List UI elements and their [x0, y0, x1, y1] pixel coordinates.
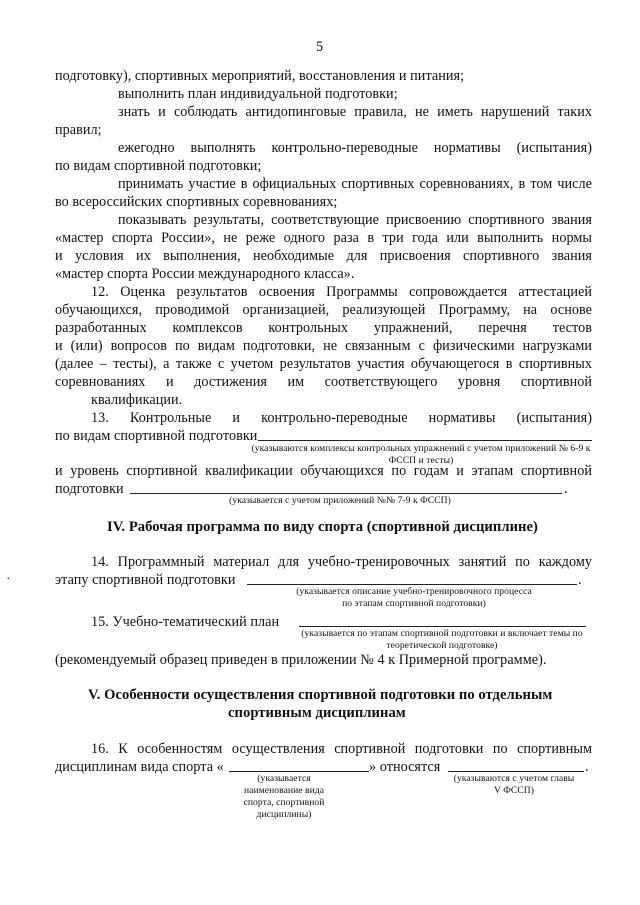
field-note: (указываются с учетом главы V ФССП)	[453, 773, 575, 796]
fill-in-line	[229, 771, 369, 772]
fill-in-line	[299, 626, 586, 627]
paragraph-15-line: (рекомендуемый образец приведен в приложении № 4 к Примерной программе).	[55, 652, 547, 668]
field-note: (указывается наименование вида спорта, спортивной дисциплины)	[243, 773, 325, 820]
paragraph-12-line: 12. Оценка результатов освоения Программы сопровождается аттестацией	[91, 284, 592, 300]
text-line: знать и соблюдать антидопинговые правила, не иметь нарушений таких	[118, 104, 592, 120]
text-line: по видам спортивной подготовки;	[55, 158, 262, 174]
fill-in-line	[247, 584, 577, 585]
text-line: «мастер спорта России», не реже одного раза в три года или выполнить нормы	[55, 230, 592, 246]
field-note: (указывается по этапам спортивной подготовки и включает темы по теоретической подготовке)	[301, 628, 583, 651]
text-line: подготовку), спортивных мероприятий, восстановления и питания;	[55, 68, 465, 84]
fill-in-line	[130, 493, 562, 494]
paragraph-13-line: подготовки	[55, 481, 124, 497]
paragraph-13-line: по видам спортивной подготовки	[55, 428, 258, 444]
text-line: принимать участие в официальных спортивных соревнованиях, в том числе	[118, 176, 592, 192]
text-line: ежегодно выполнять контрольно-переводные нормативы (испытания)	[118, 140, 592, 156]
section-heading-5: спортивным дисциплинам	[228, 705, 406, 721]
field-note: (указываются комплексы контрольных упражнений с учетом приложений № 6-9 к ФССП и тесты)	[251, 443, 591, 466]
page-number: 5	[316, 39, 324, 55]
field-note: (указывается с учетом приложений №№ 7-9 к ФССП)	[229, 495, 451, 506]
text-line: во всероссийских спортивных соревнованиях;	[55, 194, 338, 210]
paragraph-12-line: обучающихся, проводимой организацией, реализующей Программу, на основе	[55, 302, 592, 318]
paragraph-14-line: 14. Программный материал для учебно-тренировочных занятий по каждому	[91, 554, 592, 570]
text-line: «мастер спорта России международного класса».	[55, 266, 355, 282]
text-line: показывать результаты, соответствующие присвоению спортивного звания	[118, 212, 592, 228]
paragraph-16-line: 16. К особенностям осуществления спортивной подготовки по спортивным	[91, 741, 592, 757]
paragraph-12-line: соревнованиях и достижения им соответствующего уровня спортивной	[55, 374, 592, 390]
field-note: (указывается описание учебно-тренировочного процесса по этапам спортивной подготовки)	[296, 586, 532, 609]
margin-mark: ·	[6, 572, 11, 587]
paragraph-12-line: разработанных комплексов контрольных упражнений, перечня тестов	[55, 320, 592, 336]
text-line: правил;	[55, 122, 102, 138]
section-heading-5: V. Особенности осуществления спортивной подготовки по отдельным	[88, 687, 553, 703]
text-line: выполнить план индивидуальной подготовки;	[118, 86, 398, 102]
paragraph-16-line: дисциплинам вида спорта «	[55, 759, 224, 775]
paragraph-16-line: » относятся	[369, 759, 441, 775]
paragraph-12-line: (далее – тесты), а также с учетом результатов участия обучающегося в спортивных	[55, 356, 592, 372]
fill-in-line	[448, 771, 584, 772]
text-line: и условия их выполнения, необходимые для присвоения спортивного звания	[55, 248, 592, 264]
paragraph-12-line: и (или) вопросов по видам подготовки, не связанным с физическими нагрузками	[55, 338, 592, 354]
trailing-period: .	[564, 481, 568, 497]
paragraph-13-line: и уровень спортивной квалификации обучающихся по годам и этапам спортивной	[55, 463, 592, 479]
fill-in-line	[258, 440, 592, 441]
paragraph-15-line: 15. Учебно-тематический план	[91, 614, 280, 630]
paragraph-13-line: 13. Контрольные и контрольно-переводные нормативы (испытания)	[91, 410, 592, 426]
trailing-period: .	[578, 572, 582, 588]
trailing-period: .	[585, 759, 589, 775]
paragraph-12-line: квалификации.	[91, 392, 183, 408]
section-heading-4: IV. Рабочая программа по виду спорта (спортивной дисциплине)	[107, 519, 538, 535]
paragraph-14-line: этапу спортивной подготовки	[55, 572, 236, 588]
